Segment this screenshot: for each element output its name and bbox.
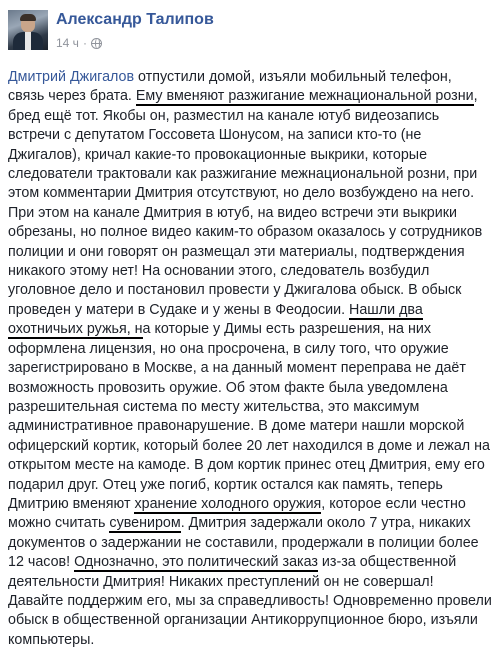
globe-icon[interactable]	[91, 38, 102, 49]
post-text	[8, 68, 492, 650]
text-segment: , бред ещё тот. Якобы он, разместил на канале ютуб видеозапись встречи с депутатом Госсовета Шонусом, на записи кто-то (не Джигалов), кричал какие-то провокационные выкрики, которые следователи трактовали как разжигание межнациональной розни, при этом комментарии Дмитрия отсутствуют, но дело возбуждено на него. При этом на канале Дмитрия в ютуб, на видео встречи эти выкрики обрезаны, но полное видео каким-то образом оказалось у сотрудников полиции и они говорят он размещал эти материалы, подтверждения никакого этому нет! На основании этого, следователь возбудил уголовное дело и постановил провести у Джигалова обыск. В обыск проведен у матери в Судаке и у жены в Феодосии.	[8, 88, 483, 318]
text-segment: . Дмитрия задержали около 7 утра, никаких документов о задержании не составили, продержали в полиции более 12 часов!	[8, 515, 479, 571]
text-segment: из-за общественной деятельности Дмитрия! Никаких преступлений он не совершал! Давайте поддержим его, мы за справедливость! Одновременно провели обыск в общественной организации Антикоррупционное бюро, изъяли компьютеры.	[8, 554, 492, 648]
avatar[interactable]	[8, 10, 48, 50]
post-meta	[56, 36, 102, 50]
text-segment: , которое если честно можно считать	[8, 495, 466, 532]
text-segment: отпустили домой, изъяли мобильный телефон, связь через брата.	[8, 69, 452, 105]
text-segment: а которые у Димы есть разрешения, на них оформлена лицензия, но она просрочена, в силу того, что оружие зарегистрировано в Москве, а на данный момент переправа не даёт возможность провозить оружие. Об этом факте была уведомлена разрешительная система по месту жительства, это максимум административное правонарушение. В доме матери нашли морской офицерский кортик, который более 20 лет находился в доме и лежал на открытом месте на камоде. В дом кортик принес отец Дмитрия, ему его подарил друг. Отец уже погиб, кортик остался как память, теперь Дмитрию вменяют	[8, 321, 490, 512]
underlined-phrase: Однозначно, это политический заказ	[74, 554, 318, 571]
post-body	[0, 68, 500, 650]
underlined-phrase: Нашли два охотничьих ружья, н	[8, 301, 423, 338]
meta-separator: ·	[82, 36, 87, 50]
post-text-segments	[8, 69, 492, 648]
underlined-phrase: сувениром	[109, 515, 181, 532]
mention-link[interactable]: Дмитрий Джигалов	[8, 69, 135, 85]
underlined-phrase: хранение холодного оружия	[134, 495, 322, 512]
post-header	[0, 0, 500, 68]
underlined-phrase: Ему вменяют разжигание межнациональной розни	[135, 88, 474, 105]
author-name[interactable]: Александр Талипов	[56, 11, 214, 28]
post-timestamp[interactable]: 14 ч	[56, 36, 79, 50]
